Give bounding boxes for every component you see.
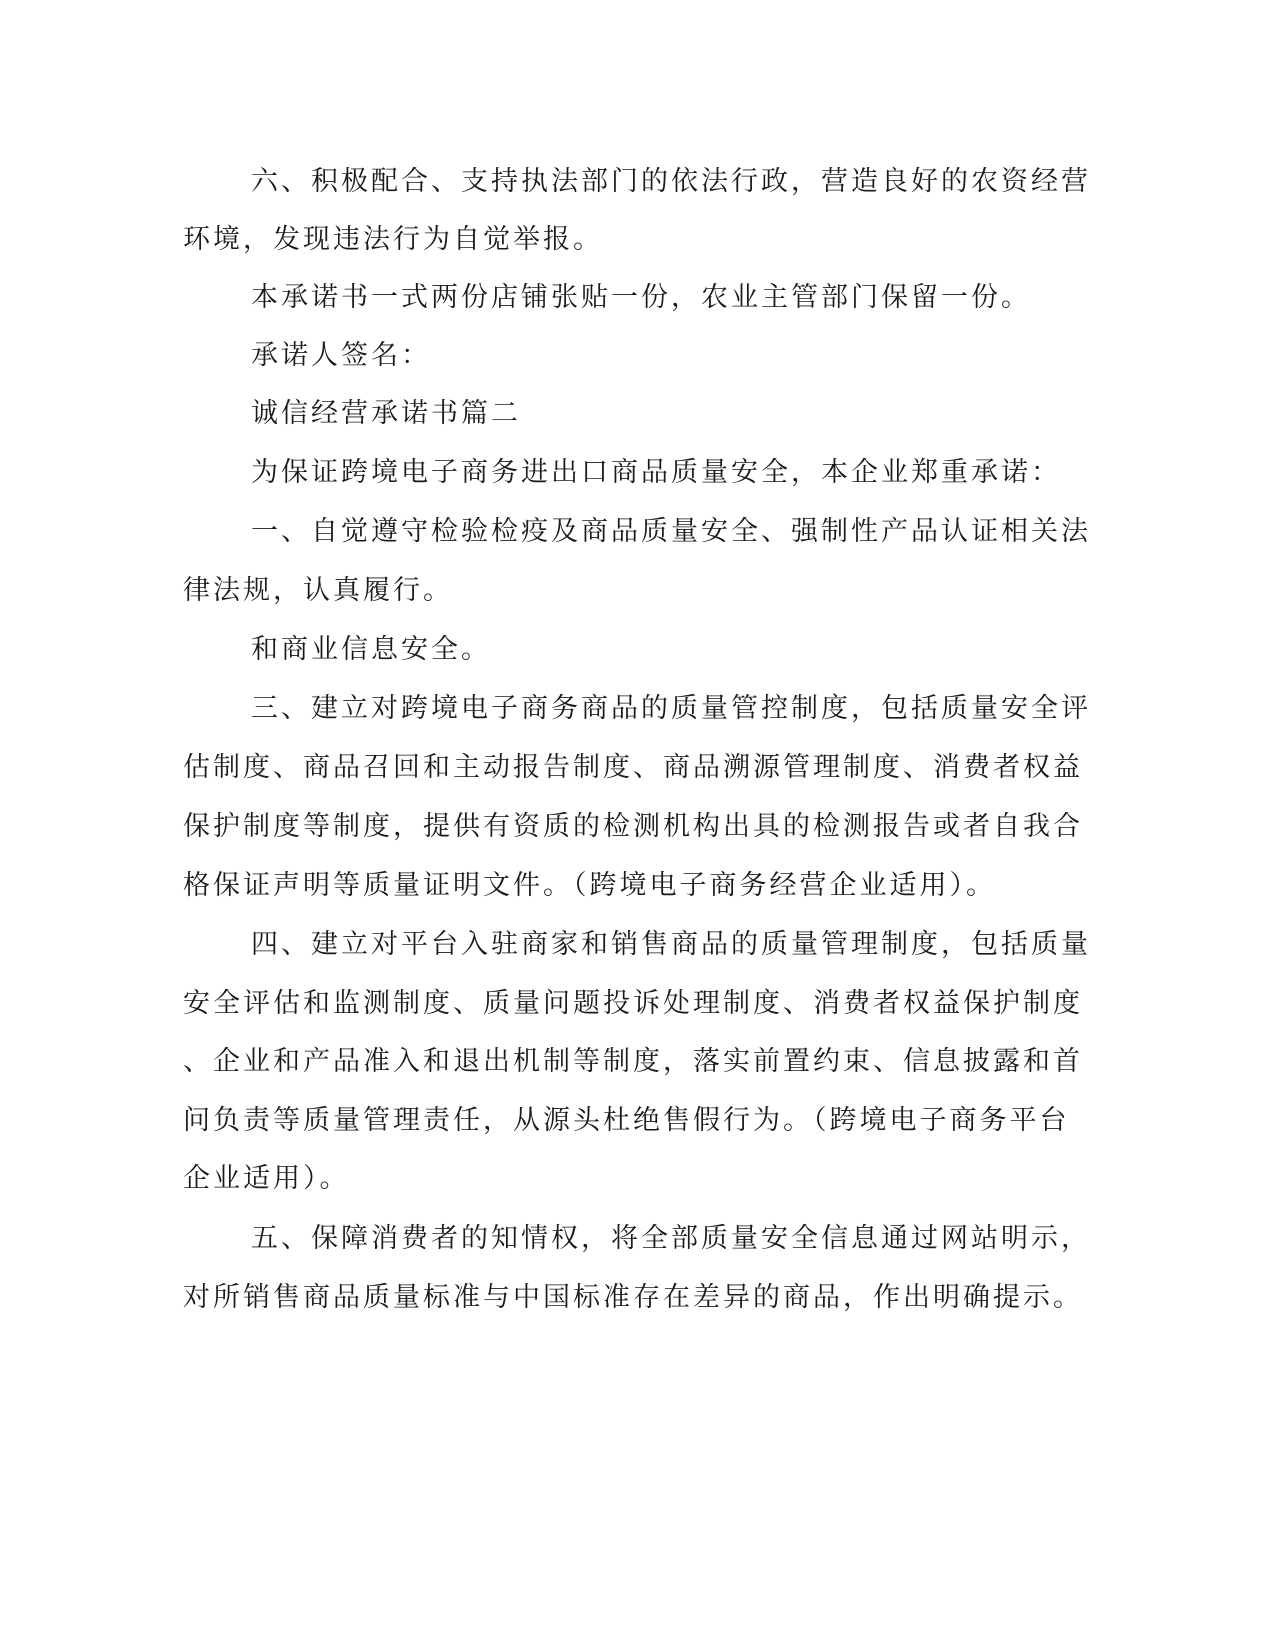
paragraph-line: 环境，发现违法行为自觉举报。	[183, 224, 603, 255]
paragraph-line: 问负责等质量管理责任，从源头杜绝售假行为。（跨境电子商务平台	[183, 1105, 1070, 1136]
paragraph-line: 四、建立对平台入驻商家和销售商品的质量管理制度，包括质量	[251, 929, 1091, 960]
paragraph-line: 承诺人签名：	[251, 340, 431, 371]
paragraph-line: 保护制度等制度，提供有资质的检测机构出具的检测报告或者自我合	[183, 811, 1083, 842]
paragraph-line: 和商业信息安全。	[251, 634, 491, 665]
paragraph-line: 对所销售商品质量标准与中国标准存在差异的商品，作出明确提示。	[183, 1282, 1083, 1313]
paragraph-line: 律法规，认真履行。	[183, 575, 453, 606]
paragraph-line: 本承诺书一式两份店铺张贴一份，农业主管部门保留一份。	[251, 282, 1031, 313]
paragraph-line: 估制度、商品召回和主动报告制度、商品溯源管理制度、消费者权益	[183, 752, 1083, 783]
paragraph-line: 格保证声明等质量证明文件。（跨境电子商务经营企业适用）。	[183, 870, 996, 901]
paragraph-line: 安全评估和监测制度、质量问题投诉处理制度、消费者权益保护制度	[183, 988, 1083, 1019]
section-heading: 诚信经营承诺书篇二	[251, 398, 521, 429]
paragraph-line: 一、自觉遵守检验检疫及商品质量安全、强制性产品认证相关法	[251, 516, 1091, 547]
paragraph-line: 、企业和产品准入和退出机制等制度，落实前置约束、信息披露和首	[183, 1046, 1083, 1077]
paragraph-line: 五、保障消费者的知情权，将全部质量安全信息通过网站明示，	[251, 1223, 1091, 1254]
paragraph-line: 企业适用）。	[183, 1163, 350, 1194]
paragraph-line: 三、建立对跨境电子商务商品的质量管控制度，包括质量安全评	[251, 693, 1091, 724]
paragraph-line: 为保证跨境电子商务进出口商品质量安全，本企业郑重承诺：	[251, 457, 1061, 488]
paragraph-line: 六、积极配合、支持执法部门的依法行政，营造良好的农资经营	[251, 166, 1091, 197]
